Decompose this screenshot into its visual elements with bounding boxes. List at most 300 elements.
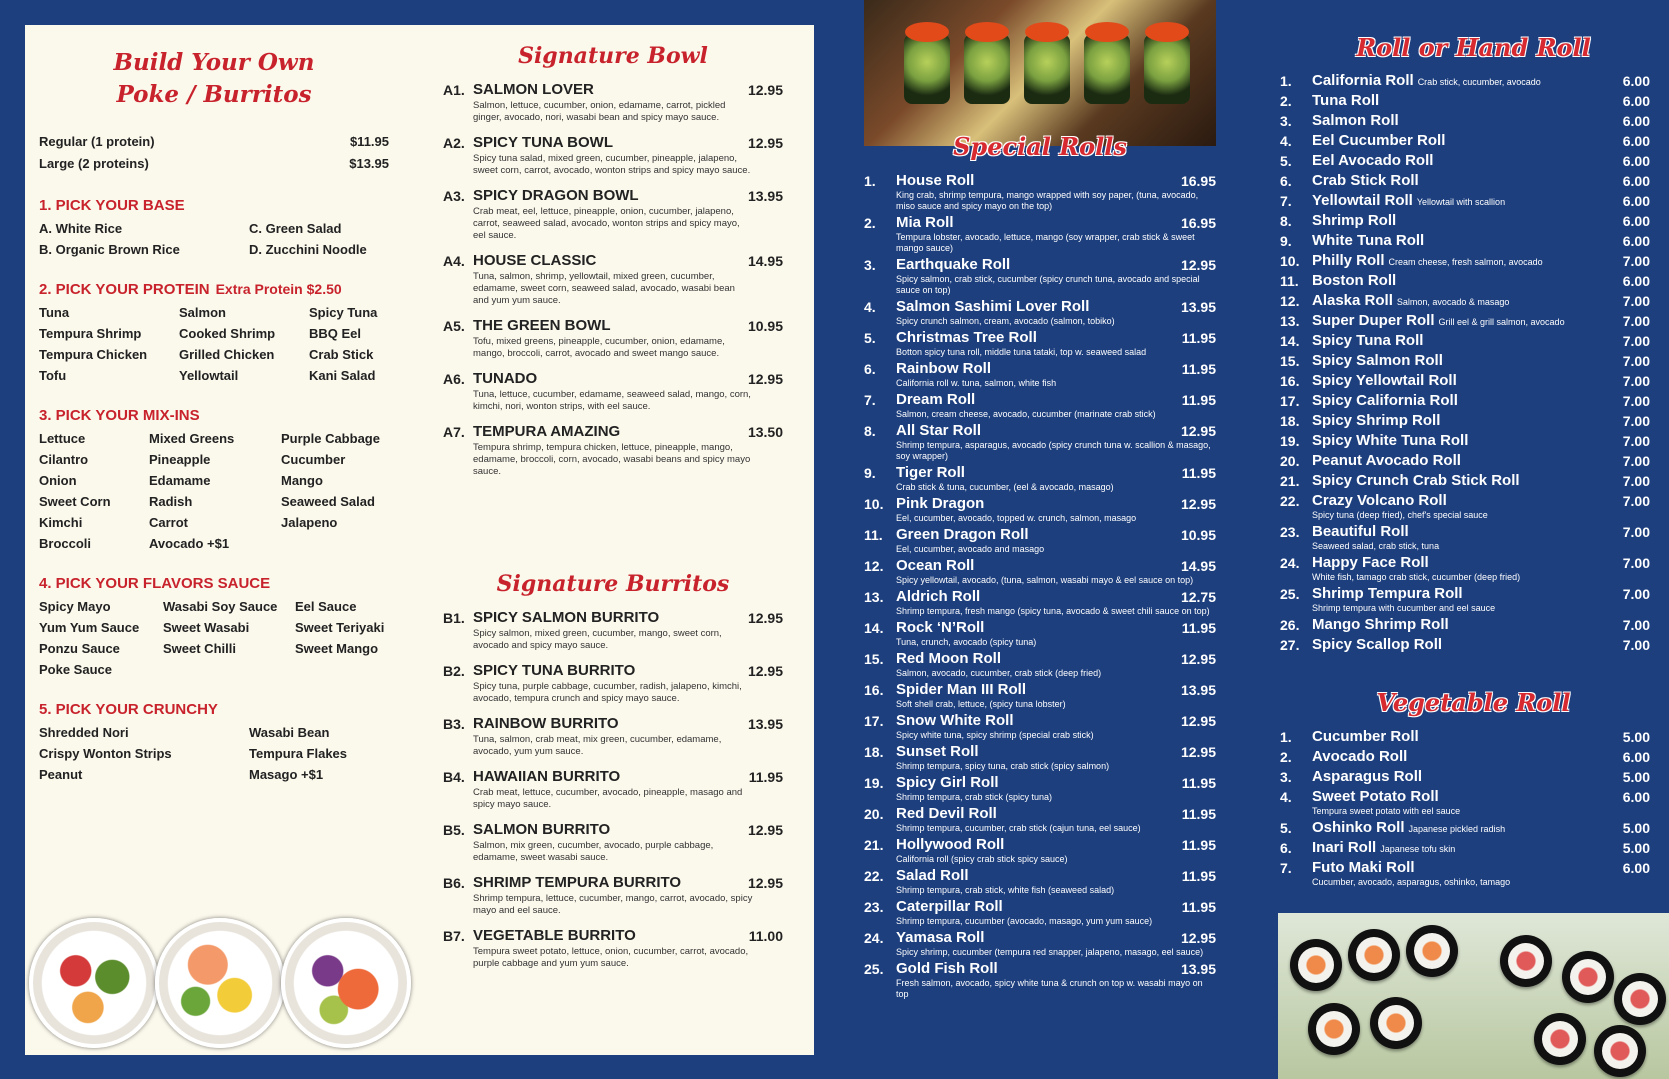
veg-roll-inline-note: Japanese pickled radish — [1408, 824, 1506, 834]
burrito-price: 11.00 — [748, 928, 783, 944]
veg-roll-name: Cucumber Roll — [1312, 728, 1419, 745]
veg-roll-number: 7. — [1280, 860, 1292, 876]
mixin-option: Avocado +$1 — [149, 536, 230, 551]
bowl-name: HOUSE CLASSIC — [473, 252, 597, 269]
special-roll-price: 10.95 — [1180, 527, 1216, 543]
mixin-option: Cucumber — [281, 452, 346, 467]
roll-number: 21. — [1280, 473, 1300, 489]
veg-roll-description: Cucumber, avocado, asparagus, oshinko, tamago — [1312, 877, 1511, 887]
special-roll-price: 11.95 — [1181, 775, 1216, 791]
special-roll-item — [864, 960, 1216, 1000]
bowl-description: Tofu, mixed greens, pineapple, cucumber, onion, edamame, mango, broccoli, carrot, avocado and sweet mango sauce. — [473, 336, 725, 359]
burrito-description: Tuna, salmon, crab meat, mix green, cucumber, edamame, avocado, yum yum sauce. — [473, 734, 722, 757]
special-roll-description: Spicy shrimp, cucumber (tempura red snapper, jalapeno, masago, eel sauce) — [896, 947, 1204, 957]
bowl-description: Crab meat, eel, lettuce, pineapple, onion, cucumber, jalapeno, carrot, seaweed salad, avocado, wonton strips and spicy mayo, eel sauce. — [473, 206, 740, 241]
mixin-option: Cilantro — [39, 452, 89, 467]
burrito-description: Crab meat, lettuce, cucumber, avocado, pineapple, masago and spicy mayo sauce. — [473, 787, 743, 810]
special-roll-number: 4. — [864, 299, 876, 315]
special-roll-item — [864, 867, 1216, 896]
special-roll-price: 11.95 — [1181, 361, 1216, 377]
veg-roll-name: Futo Maki Roll — [1312, 859, 1415, 876]
extra-protein-note: Extra Protein $2.50 — [215, 281, 342, 297]
roll-price: 7.00 — [1622, 586, 1650, 602]
special-roll-item — [864, 681, 1216, 710]
bowl-item — [443, 134, 783, 177]
mixins-heading: 3. PICK YOUR MIX-INS — [39, 407, 200, 424]
roll-description: White fish, tamago crab stick, cucumber (deep fried) — [1312, 572, 1521, 582]
mixin-option: Edamame — [149, 473, 211, 488]
bowl-description: Spicy tuna salad, mixed green, cucumber, pineapple, jalapeno, sweet corn, carrot, avocado, wonton strips and spicy mayo sauce. — [473, 153, 751, 176]
bowl-item — [443, 252, 783, 307]
special-roll-description: Soft shell crab, lettuce, (spicy tuna lobster) — [896, 699, 1066, 709]
burrito-name: SPICY SALMON BURRITO — [473, 609, 660, 626]
roll-number: 12. — [1280, 293, 1300, 309]
burrito-name: SHRIMP TEMPURA BURRITO — [473, 874, 682, 891]
burrito-item — [443, 821, 783, 864]
bowl-name: SALMON LOVER — [473, 81, 594, 98]
burrito-price: 12.95 — [747, 875, 783, 891]
roll-number: 20. — [1280, 453, 1300, 469]
veg-roll-price: 5.00 — [1622, 769, 1650, 785]
burrito-description: Spicy tuna, purple cabbage, cucumber, radish, jalapeno, kimchi, avocado, tempura crunch and spicy mayo sauce. — [473, 681, 742, 704]
special-roll-name: Hollywood Roll — [896, 836, 1005, 853]
burrito-name: SALMON BURRITO — [473, 821, 611, 838]
burrito-code: B2. — [443, 663, 465, 679]
base-option: C. Green Salad — [249, 221, 342, 236]
special-roll-description: Shrimp tempura, fresh mango (spicy tuna, avocado & sweet chili sauce on top) — [896, 606, 1210, 616]
protein-options — [39, 304, 389, 385]
roll-inline-note: Salmon, avocado & masago — [1396, 297, 1510, 307]
special-roll-number: 9. — [864, 465, 876, 481]
bowl-code: A6. — [443, 371, 465, 387]
burrito-code: B4. — [443, 769, 465, 785]
special-roll-item — [864, 256, 1216, 296]
roll-number: 22. — [1280, 493, 1300, 509]
maki-sushi-photo — [1278, 913, 1669, 1079]
roll-hand-roll-title: Roll or Hand Roll — [1356, 33, 1591, 62]
special-roll-price: 12.95 — [1180, 423, 1216, 439]
roll-item — [1280, 472, 1650, 490]
burrito-name: SPICY TUNA BURRITO — [473, 662, 636, 679]
signature-burritos-title: Signature Burritos — [496, 571, 730, 597]
roll-price: 7.00 — [1622, 493, 1650, 509]
special-roll-name: Mia Roll — [896, 214, 954, 231]
special-roll-number: 11. — [864, 527, 883, 543]
bowl-name: SPICY TUNA BOWL — [473, 134, 614, 151]
roll-price: 7.00 — [1622, 353, 1650, 369]
burrito-price: 11.95 — [748, 769, 783, 785]
veg-roll-number: 2. — [1280, 749, 1292, 765]
roll-number: 14. — [1280, 333, 1300, 349]
special-roll-name: Salad Roll — [896, 867, 969, 884]
burrito-code: B5. — [443, 822, 465, 838]
special-roll-price: 13.95 — [1180, 299, 1216, 315]
roll-name: Peanut Avocado Roll — [1312, 452, 1461, 469]
veg-roll-name: Inari Roll — [1312, 839, 1377, 856]
roll-price: 6.00 — [1622, 213, 1650, 229]
special-roll-description: Botton spicy tuna roll, middle tuna tataki, top w. seaweed salad — [896, 347, 1147, 357]
bowl-item — [443, 370, 783, 413]
special-roll-description: Shrimp tempura, cucumber (avocado, masago, yum yum sauce) — [896, 916, 1153, 926]
special-roll-name: Yamasa Roll — [896, 929, 985, 946]
special-roll-number: 18. — [864, 744, 884, 760]
crunchy-heading: 5. PICK YOUR CRUNCHY — [39, 701, 218, 718]
roll-item — [1280, 192, 1650, 210]
special-roll-number: 24. — [864, 930, 884, 946]
special-roll-item — [864, 712, 1216, 741]
roll-name: Salmon Roll — [1312, 112, 1399, 129]
roll-name: Beautiful Roll — [1312, 523, 1409, 540]
roll-item — [1280, 292, 1650, 310]
size-large: Large (2 proteins) $13.95 — [39, 156, 389, 171]
special-roll-description: Salmon, cream cheese, avocado, cucumber (marinate crab stick) — [896, 409, 1156, 419]
special-roll-price: 11.95 — [1181, 837, 1216, 853]
special-roll-name: Spicy Girl Roll — [896, 774, 999, 791]
crunchy-option: Peanut — [39, 767, 83, 782]
roll-name: White Tuna Roll — [1312, 232, 1425, 249]
special-roll-name: Snow White Roll — [896, 712, 1014, 729]
roll-number: 6. — [1280, 173, 1292, 189]
roll-name: Eel Cucumber Roll — [1312, 132, 1446, 149]
sauce-option: Ponzu Sauce — [39, 641, 120, 656]
bowl-price: 14.95 — [747, 253, 783, 269]
salmon-bowl-image — [281, 918, 411, 1048]
burrito-price: 13.95 — [747, 716, 783, 732]
special-roll-price: 16.95 — [1180, 215, 1216, 231]
mixin-option: Mango — [281, 473, 323, 488]
special-roll-name: Dream Roll — [896, 391, 976, 408]
base-heading: 1. PICK YOUR BASE — [39, 197, 185, 214]
protein-option: Salmon — [179, 305, 226, 320]
special-roll-price: 12.95 — [1180, 257, 1216, 273]
burrito-item — [443, 662, 783, 705]
bowl-price: 12.95 — [747, 135, 783, 151]
mixin-option — [281, 535, 381, 553]
roll-item — [1280, 332, 1650, 350]
special-roll-price: 14.95 — [1180, 558, 1216, 574]
special-roll-number: 17. — [864, 713, 884, 729]
burrito-code: B3. — [443, 716, 465, 732]
special-roll-name: Caterpillar Roll — [896, 898, 1003, 915]
roll-inline-note: Crab stick, cucumber, avocado — [1417, 77, 1541, 87]
bowl-description: Tuna, lettuce, cucumber, edamame, seaweed salad, mango, corn, kimchi, nori, wonton strips, with eel sauce. — [473, 389, 751, 412]
bowl-price: 13.50 — [747, 424, 783, 440]
roll-price: 6.00 — [1622, 133, 1650, 149]
roll-item — [1280, 232, 1650, 250]
special-roll-item — [864, 360, 1216, 389]
roll-item — [1280, 352, 1650, 370]
special-roll-item — [864, 743, 1216, 772]
special-roll-number: 13. — [864, 589, 884, 605]
burrito-price: 12.95 — [747, 610, 783, 626]
special-roll-number: 8. — [864, 423, 876, 439]
protein-option: Tempura Shrimp — [39, 326, 142, 341]
base-options — [39, 220, 389, 259]
special-roll-price: 12.95 — [1180, 930, 1216, 946]
size-regular: Regular (1 protein) $11.95 — [39, 134, 389, 149]
roll-price: 7.00 — [1622, 373, 1650, 389]
roll-item — [1280, 252, 1650, 270]
roll-name: Crazy Volcano Roll — [1312, 492, 1447, 509]
bowl-name: SPICY DRAGON BOWL — [473, 187, 639, 204]
sauce-option: Sweet Teriyaki — [295, 620, 385, 635]
special-roll-price: 11.95 — [1181, 620, 1216, 636]
roll-inline-note: Grill eel & grill salmon, avocado — [1438, 317, 1565, 327]
veg-roll-item — [1280, 728, 1650, 746]
mixin-option: Kimchi — [39, 515, 83, 530]
sauce-option: Wasabi Soy Sauce — [163, 599, 278, 614]
bowl-code: A5. — [443, 318, 465, 334]
burrito-item — [443, 609, 783, 652]
roll-item — [1280, 392, 1650, 410]
bowl-price: 12.95 — [747, 371, 783, 387]
crunchy-options — [39, 724, 389, 784]
special-roll-number: 23. — [864, 899, 884, 915]
special-roll-description: Salmon, avocado, cucumber, crab stick (deep fried) — [896, 668, 1102, 678]
special-roll-item — [864, 391, 1216, 420]
roll-name: Spicy Crunch Crab Stick Roll — [1312, 472, 1520, 489]
burrito-description: Salmon, mix green, cucumber, avocado, purple cabbage, edamame, sweet wasabi sauce. — [473, 840, 714, 863]
bowl-item — [443, 317, 783, 360]
veg-roll-item — [1280, 819, 1650, 837]
build-your-own-section — [39, 47, 389, 784]
bowl-price: 13.95 — [747, 188, 783, 204]
special-roll-description: Shrimp tempura, spicy tuna, crab stick (spicy salmon) — [896, 761, 1110, 771]
sauce-options — [39, 598, 389, 679]
special-roll-price: 13.95 — [1180, 961, 1216, 977]
burrito-code: B6. — [443, 875, 465, 891]
special-roll-name: House Roll — [896, 172, 975, 189]
special-roll-item — [864, 836, 1216, 865]
roll-item — [1280, 172, 1650, 190]
roll-name: Happy Face Roll — [1312, 554, 1429, 571]
veg-roll-item — [1280, 839, 1650, 857]
roll-price: 6.00 — [1622, 93, 1650, 109]
burrito-code: B7. — [443, 928, 465, 944]
special-roll-price: 11.95 — [1181, 392, 1216, 408]
burrito-price: 12.95 — [747, 822, 783, 838]
roll-number: 5. — [1280, 153, 1292, 169]
special-roll-description: King crab, shrimp tempura, mango wrapped with soy paper, (tuna, avocado, miso sauce and spicy mayo on the top) — [896, 190, 1199, 211]
mixin-option: Pineapple — [149, 452, 211, 467]
left-menu-panel — [25, 25, 814, 1055]
bowl-code: A2. — [443, 135, 465, 151]
bowl-code: A4. — [443, 253, 465, 269]
roll-number: 18. — [1280, 413, 1300, 429]
roll-inline-note: Yellowtail with scallion — [1416, 197, 1506, 207]
base-option: B. Organic Brown Rice — [39, 242, 180, 257]
roll-name: Spicy Shrimp Roll — [1312, 412, 1441, 429]
roll-price: 7.00 — [1622, 293, 1650, 309]
special-roll-price: 13.95 — [1180, 682, 1216, 698]
special-roll-description: Crab stick & tuna, cucumber, (eel & avocado, masago) — [896, 482, 1114, 492]
special-roll-name: Salmon Sashimi Lover Roll — [896, 298, 1090, 315]
special-roll-description: Shrimp tempura, crab stick (spicy tuna) — [896, 792, 1053, 802]
burrito-item — [443, 874, 783, 917]
roll-item — [1280, 585, 1650, 614]
roll-price: 7.00 — [1622, 313, 1650, 329]
special-roll-description: Eel, cucumber, avocado and masago — [896, 544, 1045, 554]
special-roll-number: 7. — [864, 392, 876, 408]
veg-roll-price: 6.00 — [1622, 749, 1650, 765]
roll-name: Boston Roll — [1312, 272, 1397, 289]
protein-option: Tofu — [39, 368, 67, 383]
special-roll-number: 6. — [864, 361, 876, 377]
special-roll-number: 3. — [864, 257, 876, 273]
roll-item — [1280, 412, 1650, 430]
roll-number: 16. — [1280, 373, 1300, 389]
sauce-option: Sweet Mango — [295, 641, 379, 656]
mixin-option: Radish — [149, 494, 193, 509]
roll-name: California Roll — [1312, 72, 1414, 89]
special-roll-description: Shrimp tempura, asparagus, avocado (spicy crunch tuna w. scallion & masago, soy wrapper) — [896, 440, 1211, 461]
special-roll-item — [864, 929, 1216, 958]
sauce-option: Sweet Chilli — [163, 641, 236, 656]
special-roll-item — [864, 172, 1216, 212]
special-roll-price: 12.95 — [1180, 496, 1216, 512]
roll-name: Eel Avocado Roll — [1312, 152, 1434, 169]
special-roll-item — [864, 805, 1216, 834]
mixin-option: Jalapeno — [281, 515, 338, 530]
roll-item — [1280, 452, 1650, 470]
special-roll-price: 16.95 — [1180, 173, 1216, 189]
roll-number: 9. — [1280, 233, 1292, 249]
bowl-description: Tuna, salmon, shrimp, yellowtail, mixed green, cucumber, edamame, sweet corn, seaweed salad, avocado, wasabi bean and yum yum sauce. — [473, 271, 735, 306]
byo-title-line1: Build Your Own — [113, 49, 315, 76]
protein-option: BBQ Eel — [309, 326, 362, 341]
special-roll-name: Green Dragon Roll — [896, 526, 1029, 543]
roll-price: 7.00 — [1622, 393, 1650, 409]
roll-description: Shrimp tempura with cucumber and eel sauce — [1312, 603, 1496, 613]
roll-price: 7.00 — [1622, 555, 1650, 571]
roll-name: Spicy Tuna Roll — [1312, 332, 1424, 349]
special-roll-name: Earthquake Roll — [896, 256, 1011, 273]
special-roll-price: 12.95 — [1180, 744, 1216, 760]
roll-number: 11. — [1280, 273, 1299, 289]
roll-price: 7.00 — [1622, 637, 1650, 653]
bowl-name: THE GREEN BOWL — [473, 317, 611, 334]
protein-option: Grilled Chicken — [179, 347, 275, 362]
sauce-option: Spicy Mayo — [39, 599, 111, 614]
special-roll-name: Aldrich Roll — [896, 588, 981, 605]
special-roll-item — [864, 495, 1216, 524]
roll-number: 10. — [1280, 253, 1300, 269]
sushi-roll-photo — [864, 0, 1216, 146]
burrito-name: HAWAIIAN BURRITO — [473, 768, 621, 785]
roll-price: 6.00 — [1622, 153, 1650, 169]
rolls-column — [1278, 0, 1669, 1079]
roll-name: Tuna Roll — [1312, 92, 1380, 109]
special-roll-description: Spicy crunch salmon, cream, avocado (salmon, tobiko) — [896, 316, 1115, 326]
veg-roll-item — [1280, 768, 1650, 786]
special-roll-price: 12.95 — [1180, 713, 1216, 729]
special-roll-description: Shrimp tempura, cucumber, crab stick (cajun tuna, eel sauce) — [896, 823, 1141, 833]
special-rolls-title: Special Rolls — [953, 132, 1127, 161]
veg-roll-item — [1280, 748, 1650, 766]
protein-option: Crab Stick — [309, 347, 374, 362]
special-roll-number: 25. — [864, 961, 884, 977]
sauce-heading: 4. PICK YOUR FLAVORS SAUCE — [39, 575, 271, 592]
mixin-option: Onion — [39, 473, 77, 488]
roll-price: 7.00 — [1622, 524, 1650, 540]
special-roll-description: Spicy salmon, crab stick, cucumber (spicy crunch tuna, avocado and special sauce on top) — [896, 274, 1200, 295]
roll-name: Spicy Salmon Roll — [1312, 352, 1443, 369]
roll-item — [1280, 554, 1650, 583]
roll-price: 6.00 — [1622, 113, 1650, 129]
bowl-item — [443, 423, 783, 478]
roll-price: 6.00 — [1622, 173, 1650, 189]
veg-roll-price: 5.00 — [1622, 840, 1650, 856]
mixin-option: Mixed Greens — [149, 431, 235, 446]
roll-name: Shrimp Tempura Roll — [1312, 585, 1463, 602]
roll-number: 17. — [1280, 393, 1300, 409]
roll-item — [1280, 152, 1650, 170]
special-roll-item — [864, 557, 1216, 586]
protein-option: Spicy Tuna — [309, 305, 378, 320]
roll-name: Spicy Scallop Roll — [1312, 636, 1443, 653]
roll-price: 7.00 — [1622, 413, 1650, 429]
roll-item — [1280, 636, 1650, 654]
protein-heading: 2. PICK YOUR PROTEIN Extra Protein $2.50 — [39, 281, 342, 298]
roll-item — [1280, 112, 1650, 130]
roll-number: 8. — [1280, 213, 1292, 229]
special-roll-item — [864, 464, 1216, 493]
roll-number: 15. — [1280, 353, 1300, 369]
special-roll-number: 2. — [864, 215, 876, 231]
special-roll-item — [864, 619, 1216, 648]
crunchy-option: Shredded Nori — [39, 725, 129, 740]
special-roll-item — [864, 898, 1216, 927]
roll-item — [1280, 372, 1650, 390]
roll-item — [1280, 272, 1650, 290]
special-roll-price: 11.95 — [1181, 806, 1216, 822]
special-roll-number: 20. — [864, 806, 884, 822]
special-roll-name: Sunset Roll — [896, 743, 979, 760]
burrito-price: 12.95 — [747, 663, 783, 679]
shrimp-bowl-image — [155, 918, 285, 1048]
veg-roll-inline-note: Japanese tofu skin — [1380, 844, 1456, 854]
roll-number: 13. — [1280, 313, 1300, 329]
roll-price: 7.00 — [1622, 617, 1650, 633]
roll-item — [1280, 616, 1650, 634]
mixin-option: Broccoli — [39, 536, 92, 551]
special-roll-price: 11.95 — [1181, 868, 1216, 884]
roll-name: Spicy White Tuna Roll — [1312, 432, 1469, 449]
crunchy-option: Tempura Flakes — [249, 746, 348, 761]
bowl-name: TUNADO — [473, 370, 538, 387]
special-roll-item — [864, 298, 1216, 327]
veg-roll-name: Sweet Potato Roll — [1312, 788, 1439, 805]
bowl-description: Tempura shrimp, tempura chicken, lettuce, pineapple, mango, edamame, broccoli, corn, avocado, wasabi beans and spicy mayo sauce. — [473, 442, 751, 477]
special-roll-description: Spicy white tuna, spicy shrimp (special crab stick) — [896, 730, 1094, 740]
roll-number: 27. — [1280, 637, 1300, 653]
special-roll-name: Tiger Roll — [896, 464, 965, 481]
veg-roll-price: 6.00 — [1622, 860, 1650, 876]
roll-item — [1280, 523, 1650, 552]
veg-roll-number: 3. — [1280, 769, 1292, 785]
roll-item — [1280, 312, 1650, 330]
roll-number: 1. — [1280, 73, 1292, 89]
special-roll-price: 11.95 — [1181, 465, 1216, 481]
bowl-description: Salmon, lettuce, cucumber, onion, edamame, carrot, pickled ginger, avocado, nori, wasabi bean and spicy mayo sauce. — [473, 100, 726, 123]
roll-name: Super Duper Roll — [1312, 312, 1435, 329]
protein-option: Kani Salad — [309, 368, 376, 383]
veg-roll-number: 6. — [1280, 840, 1292, 856]
special-roll-name: Ocean Roll — [896, 557, 975, 574]
roll-number: 24. — [1280, 555, 1300, 571]
sauce-option: Poke Sauce — [39, 662, 112, 677]
roll-name: Shrimp Roll — [1312, 212, 1397, 229]
